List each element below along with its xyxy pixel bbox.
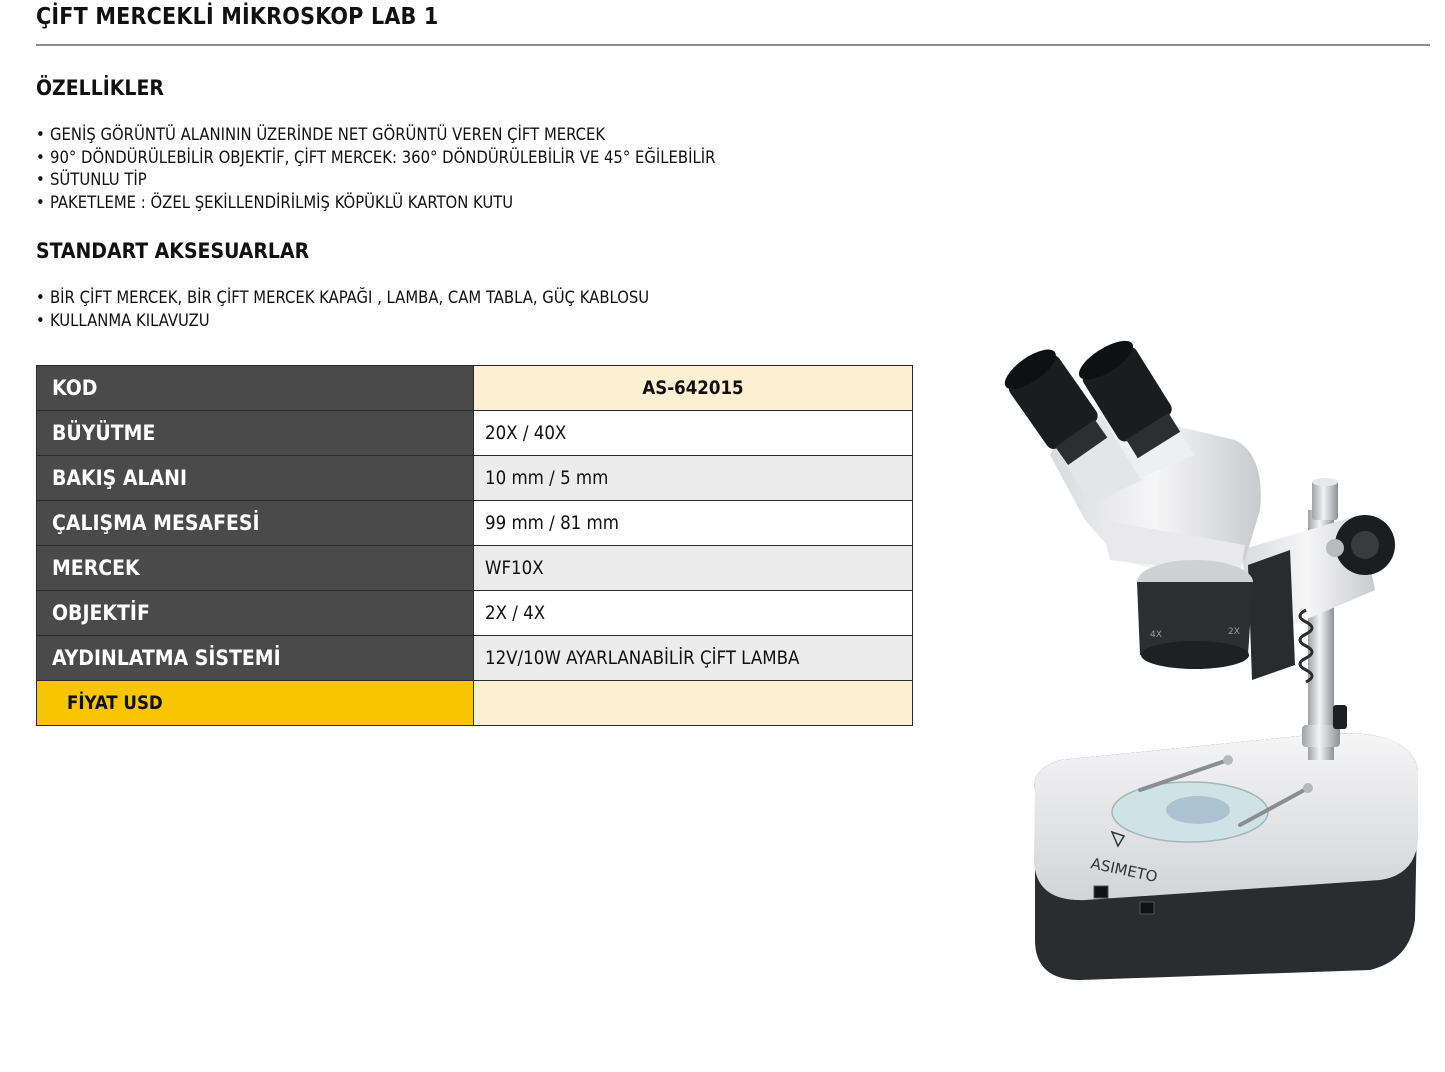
accessories-item: • BİR ÇİFT MERCEK, BİR ÇİFT MERCEK KAPAĞI , LAMBA, CAM TABLA, GÜÇ KABLOSU xyxy=(36,288,650,307)
spec-value: 2X / 4X xyxy=(474,591,913,636)
spec-row-working-distance xyxy=(37,501,913,546)
spec-label: MERCEK xyxy=(37,546,474,591)
spec-table xyxy=(36,365,913,726)
spec-label: BAKIŞ ALANI xyxy=(37,456,474,501)
spec-row-illumination xyxy=(37,636,913,681)
objective-label-4x: 4X xyxy=(1150,630,1162,640)
spec-label: KOD xyxy=(37,366,474,411)
microscope-image xyxy=(990,320,1430,1000)
spec-value: 99 mm / 81 mm xyxy=(474,501,913,546)
features-heading: ÖZELLİKLER xyxy=(36,76,164,100)
features-item: • GENİŞ GÖRÜNTÜ ALANININ ÜZERİNDE NET GÖRÜNTÜ VEREN ÇİFT MERCEK xyxy=(36,125,606,144)
accessories-heading: STANDART AKSESUARLAR xyxy=(36,239,310,263)
spec-row-price xyxy=(37,681,913,726)
spec-label: OBJEKTİF xyxy=(37,591,474,636)
spec-row-magnification xyxy=(37,411,913,456)
accessories-list xyxy=(36,287,649,332)
page-title: ÇİFT MERCEKLİ MİKROSKOP LAB 1 xyxy=(36,4,439,30)
spec-row-field-of-view xyxy=(37,456,913,501)
brand-label: ASIMETO xyxy=(1089,854,1160,886)
spec-label: BÜYÜTME xyxy=(37,411,474,456)
spec-value: 20X / 40X xyxy=(474,411,913,456)
spec-value: 10 mm / 5 mm xyxy=(474,456,913,501)
spec-value: WF10X xyxy=(474,546,913,591)
spec-value: 12V/10W AYARLANABİLİR ÇİFT LAMBA xyxy=(474,636,913,681)
features-item: • 90° DÖNDÜRÜLEBİLİR OBJEKTİF, ÇİFT MERCEK: 360° DÖNDÜRÜLEBİLİR VE 45° EĞİLEBİLİR xyxy=(36,147,716,167)
accessories-item: • KULLANMA KILAVUZU xyxy=(36,310,210,330)
features-item: • SÜTUNLU TİP xyxy=(36,170,147,189)
spec-value: AS-642015 xyxy=(474,366,913,411)
features-item: • PAKETLEME : ÖZEL ŞEKİLLENDİRİLMİŞ KÖPÜKLÜ KARTON KUTU xyxy=(36,192,514,212)
spec-label: AYDINLATMA SİSTEMİ xyxy=(37,636,474,681)
spec-label: ÇALIŞMA MESAFESİ xyxy=(37,501,474,546)
spec-row-code xyxy=(37,366,913,411)
features-list xyxy=(36,124,715,214)
title-divider xyxy=(36,44,1430,46)
spec-value xyxy=(474,681,913,726)
spec-row-objective xyxy=(37,591,913,636)
spec-label: FİYAT USD xyxy=(37,681,474,726)
spec-row-eyepiece xyxy=(37,546,913,591)
objective-label-2x: 2X xyxy=(1228,627,1240,637)
